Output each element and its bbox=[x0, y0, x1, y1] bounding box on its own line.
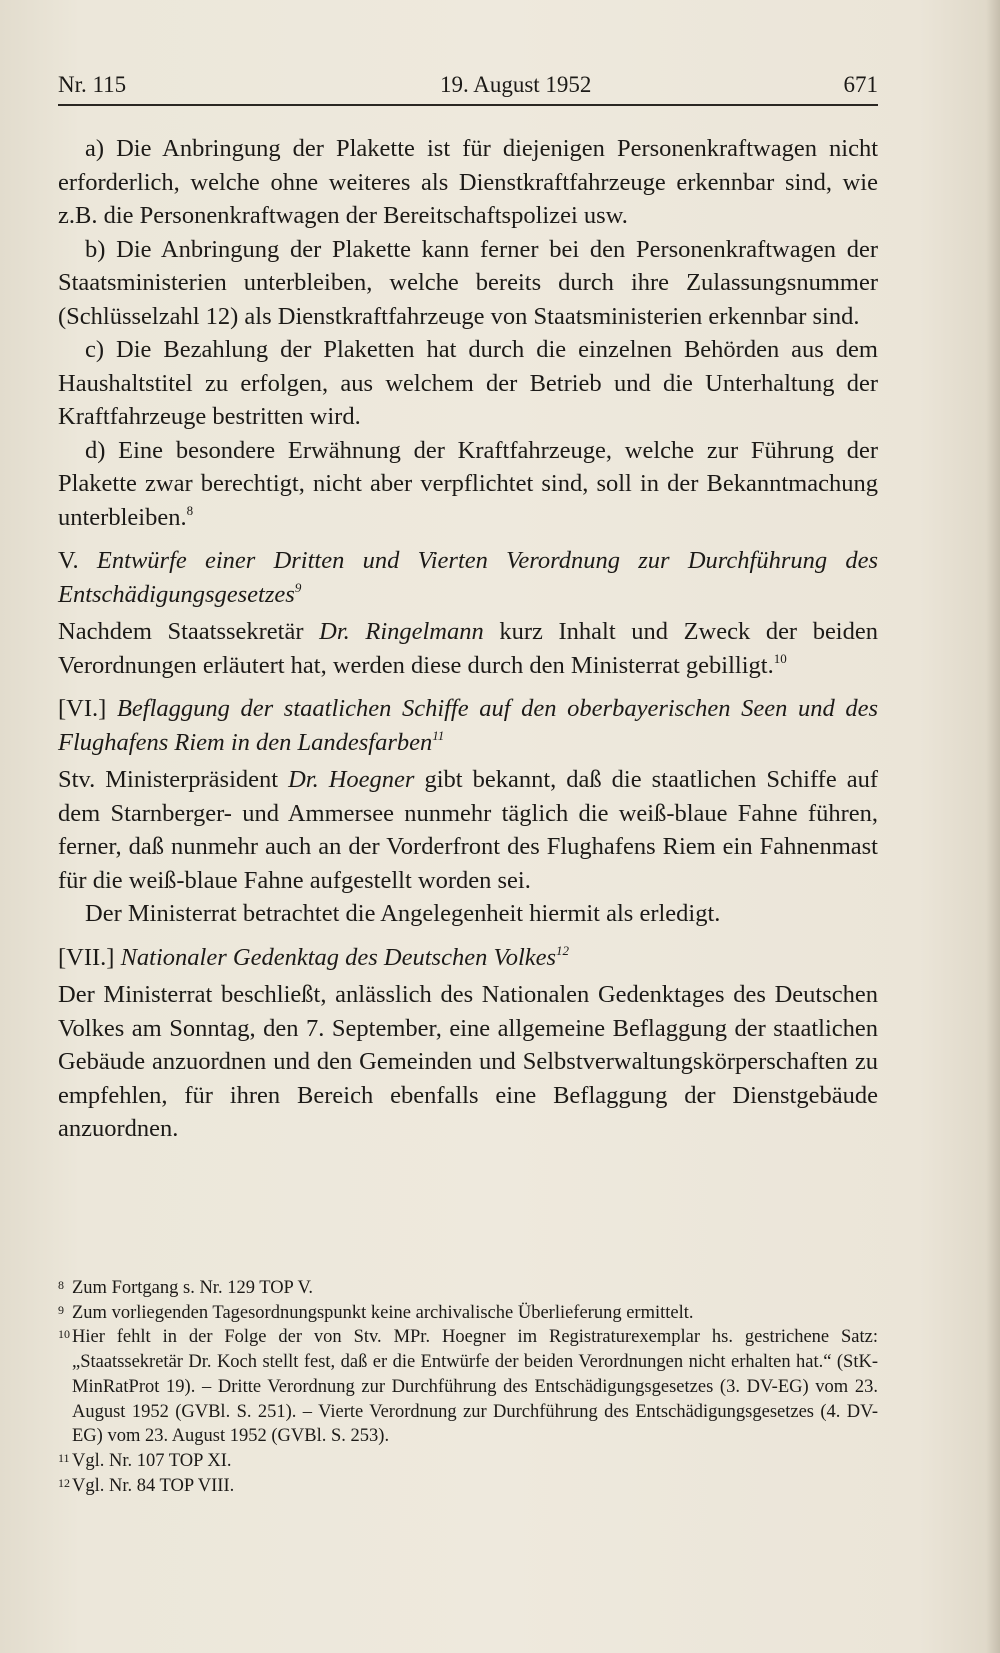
main-text bbox=[58, 132, 878, 1146]
section-vii-heading bbox=[58, 941, 878, 975]
footnote-number: 8 bbox=[58, 1278, 64, 1292]
footnote-ref-9: 9 bbox=[294, 579, 302, 595]
footnote-text: Vgl. Nr. 107 TOP XI. bbox=[72, 1450, 232, 1471]
footnote-9 bbox=[58, 1301, 878, 1326]
paragraph-b: b) Die Anbringung der Plakette kann ferner bei den Personenkraftwagen der Staatsministerien unterbleiben, welche bereits durch ihre Zulassungsnummer (Schlüsselzahl 12) als Dienstkraftfahrzeuge von Staatsministerien erkennbar sind. bbox=[58, 235, 878, 330]
section-vi-text-start: Stv. Ministerpräsident bbox=[58, 766, 289, 793]
paragraph-d-text: d) Eine besondere Erwähnung der Kraftfahrzeuge, welche zur Führung der Plakette zwar berechtigt, nicht aber verpflichtet sind, soll in der Bekanntmachung unterbleiben. bbox=[58, 436, 878, 531]
section-vii-text: Der Ministerrat beschließt, anlässlich des Nationalen Gedenktages des Deutschen Volkes am Sonntag, den 7. September, eine allgemeine Beflaggung der staatlichen Gebäude anzuordnen und den Gemeinden und Selbstverwaltungskörperschaften zu empfehlen, für ihren Bereich ebenfalls eine Beflaggung der Dienstgebäude anzuordnen. bbox=[58, 981, 878, 1142]
footnote-number: 12 bbox=[58, 1475, 70, 1490]
meeting-date: 19. August 1952 bbox=[440, 72, 592, 97]
footnote-text: Zum vorliegenden Tagesordnungspunkt keine archivalische Überlieferung ermittelt. bbox=[72, 1302, 694, 1323]
footnote-number: 11 bbox=[58, 1450, 70, 1465]
section-vii-title: Nationaler Gedenktag des Deutschen Volkes bbox=[120, 943, 557, 971]
section-vi-number: [VI.] bbox=[58, 695, 107, 722]
footnote-number: 10 bbox=[58, 1327, 70, 1342]
person-ringelmann: Dr. Ringelmann bbox=[319, 618, 484, 645]
section-vi-title: Beflaggung der staatlichen Schiffe auf den oberbayerischen Seen und des Flughafens Riem in den Landesfarben bbox=[58, 695, 879, 756]
paragraph-a: a) Die Anbringung der Plakette ist für diejenigen Personenkraftwagen nicht erforderlich, welche ohne weiteres als Dienstkraftfahrzeuge erkennbar sind, wie z.B. die Personenkraftwagen der Bereitschaftspolizei usw. bbox=[58, 135, 878, 229]
document-number: Nr. 115 bbox=[58, 72, 127, 97]
footnotes bbox=[58, 1276, 878, 1498]
section-vi-heading bbox=[58, 692, 878, 759]
footnote-text: Vgl. Nr. 84 TOP VIII. bbox=[72, 1475, 235, 1496]
section-vii-number: [VII.] bbox=[58, 943, 115, 971]
footnote-10 bbox=[58, 1325, 878, 1449]
paragraph-d bbox=[58, 434, 878, 535]
section-v-text bbox=[58, 615, 878, 682]
section-vi-text-2: Der Ministerrat betrachtet die Angelegenheit hiermit als erledigt. bbox=[85, 900, 721, 927]
section-v-heading bbox=[58, 544, 878, 611]
footnote-12 bbox=[58, 1474, 878, 1499]
section-v-number: V. bbox=[58, 547, 79, 574]
section-v-text-end: kurz Inhalt und Zweck der beiden Verordnungen erläutert hat, werden diese durch den Ministerrat gebilligt. bbox=[58, 618, 878, 679]
page-edge-shadow bbox=[986, 0, 1000, 1653]
footnote-ref-12: 12 bbox=[556, 942, 570, 958]
section-vi-text-end: gibt bekannt, daß die staatlichen Schiffe auf dem Starnberger- und Ammersee nunmehr täglich die weiß-blaue Fahne führen, ferner, daß nunmehr auch an der Vorderfront des Flughafens Riem ein Fahnenmast für die weiß-blaue Fahne aufgestellt worden sei. bbox=[58, 766, 879, 894]
page-number: 671 bbox=[843, 72, 878, 97]
footnote-ref-8: 8 bbox=[186, 502, 194, 518]
footnote-8 bbox=[58, 1276, 878, 1301]
section-vi-text bbox=[58, 763, 878, 897]
footnote-number: 9 bbox=[58, 1302, 64, 1317]
footnote-text: Zum Fortgang s. Nr. 129 TOP V. bbox=[72, 1278, 314, 1298]
footnote-ref-10: 10 bbox=[773, 650, 787, 666]
paragraph-c: c) Die Bezahlung der Plaketten hat durch die einzelnen Behörden aus dem Haushaltstitel zu erfolgen, aus welchem der Betrieb und die Unterhaltung der Kraftfahrzeuge bestritten wird. bbox=[58, 336, 878, 430]
running-header bbox=[58, 64, 878, 106]
person-hoegner: Dr. Hoegner bbox=[288, 766, 415, 793]
section-v-title: Entwürfe einer Dritten und Vierten Verordnung zur Durchführung des Entschädigungsgesetzes bbox=[58, 547, 879, 608]
footnote-11 bbox=[58, 1449, 878, 1474]
section-v-text-start: Nachdem Staatssekretär bbox=[58, 618, 320, 645]
footnote-ref-11: 11 bbox=[432, 727, 445, 743]
footnote-text: Hier fehlt in der Folge der von Stv. MPr. Hoegner im Registraturexemplar hs. gestrichene Satz: „Staatssekretär Dr. Koch stellt fest, daß er die Entwürfe der beiden Verordnungen nicht erhalten hat.“ (StK-MinRatProt 19). – Dritte Verordnung zur Durchführung des Entschädigungsgesetzes (3. DV-EG) vom 23. August 1952 (GVBl. S. 251). – Vierte Verordnung zur Durchführung des Entschädigungsgesetzes (4. DV-EG) vom 23. August 1952 (GVBl. S. 253). bbox=[72, 1327, 878, 1447]
